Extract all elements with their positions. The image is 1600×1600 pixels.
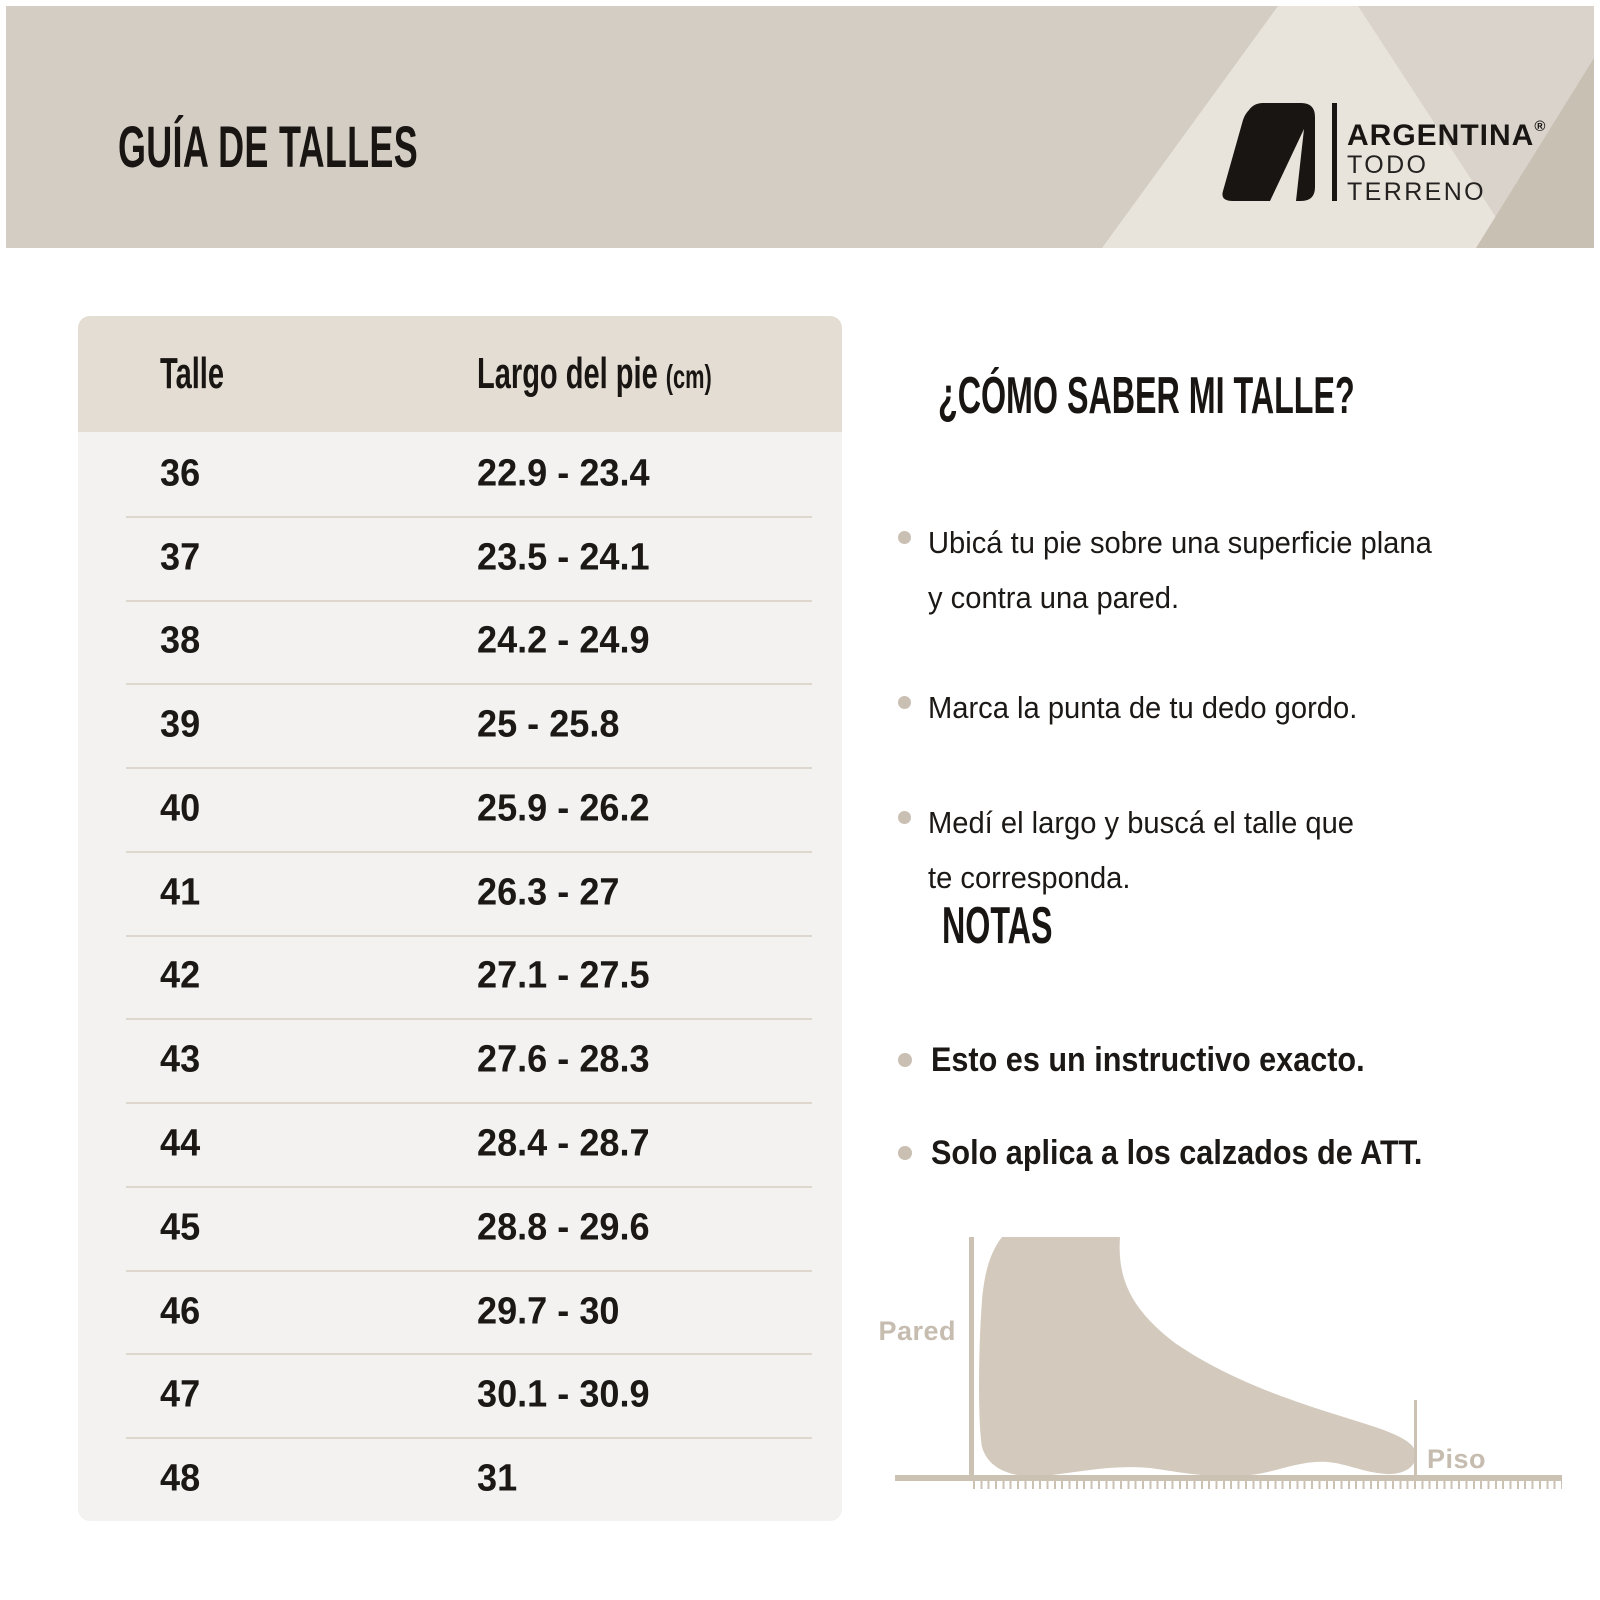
cell-talle: 47 [160,1373,201,1416]
cell-talle: 37 [160,536,201,579]
bullet-line: te corresponda. [928,860,1131,895]
page-title: GUÍA DE TALLES [118,115,419,180]
cell-talle: 40 [160,787,201,830]
how-to-bullet-1 [898,515,1464,625]
cell-largo: 22.9 - 23.4 [477,452,650,495]
wall-line [969,1237,974,1475]
cell-largo: 29.7 - 30 [477,1290,620,1333]
size-table-body [78,432,842,1521]
registered-mark: ® [1534,118,1546,135]
table-row [78,1186,842,1270]
wall-label: Pared [878,1316,956,1346]
logo-divider [1332,103,1337,201]
cell-talle: 38 [160,619,201,662]
bullet-dot-icon [898,1053,912,1067]
cell-largo: 23.5 - 24.1 [477,536,650,579]
logo-line-terreno: TERRENO [1347,178,1487,206]
table-row [78,1437,842,1521]
cell-talle: 46 [160,1290,201,1333]
bullet-dot-icon [898,1146,912,1160]
cell-largo: 24.2 - 24.9 [477,619,650,662]
cell-talle: 43 [160,1038,201,1081]
cell-talle: 42 [160,954,201,997]
table-row [78,683,842,767]
how-to-bullet-3 [898,795,1381,905]
size-table [78,316,842,1521]
how-to-bullet-3-text [928,795,1354,905]
note-1-text: Esto es un instructivo exacto. [931,1041,1365,1079]
cell-largo: 28.4 - 28.7 [477,1122,650,1165]
bullet-dot-icon [898,696,911,709]
how-to-bullet-2-text [928,680,1357,735]
foot-silhouette-icon [960,1195,1430,1480]
cell-largo: 28.8 - 29.6 [477,1206,650,1249]
logo-a-icon [1222,103,1315,201]
cell-talle: 44 [160,1122,201,1165]
how-to-bullet-1-text [928,515,1432,625]
cell-largo: 27.1 - 27.5 [477,954,650,997]
cell-talle: 36 [160,452,201,495]
toe-mark-line [1414,1400,1417,1475]
bullet-line: Marca la punta de tu dedo gordo. [928,690,1358,725]
floor-label: Piso [1427,1444,1487,1474]
cell-largo: 26.3 - 27 [477,871,620,914]
logo-text [1347,111,1545,206]
cell-largo: 31 [477,1457,518,1500]
table-row [78,935,842,1019]
table-row [78,516,842,600]
note-2-text: Solo aplica a los calzados de ATT. [931,1134,1423,1172]
note-bullet-1 [898,1040,1413,1080]
table-row [78,1018,842,1102]
table-row [78,851,842,935]
cell-largo: 25.9 - 26.2 [477,787,650,830]
column-header-unit: (cm) [665,358,712,395]
note-bullet-2 [898,1133,1477,1173]
logo-line-todo: TODO [1347,151,1429,179]
logo-brand-word: ARGENTINA [1347,119,1535,152]
table-row [78,1353,842,1437]
notes-title: NOTAS [942,897,1053,955]
bullet-line: Ubicá tu pie sobre una superficie plana [928,525,1432,560]
table-row [78,600,842,684]
cell-talle: 45 [160,1206,201,1249]
table-row [78,1102,842,1186]
table-row [78,432,842,516]
cell-talle: 48 [160,1457,201,1500]
column-header-largo-text: Largo del pie [477,349,658,398]
ruler-ticks [973,1481,1562,1489]
column-header-largo [477,349,712,399]
bullet-dot-icon [898,811,911,824]
cell-talle: 41 [160,871,201,914]
bullet-line: y contra una pared. [928,580,1180,615]
how-to-bullet-2 [898,680,1385,735]
logo-brand-name [1347,111,1545,152]
bullet-dot-icon [898,531,911,544]
brand-logo [1222,103,1582,213]
cell-largo: 27.6 - 28.3 [477,1038,650,1081]
table-row [78,1270,842,1354]
cell-largo: 25 - 25.8 [477,703,620,746]
header-band [6,6,1594,248]
cell-talle: 39 [160,703,201,746]
size-table-header [78,316,842,432]
how-to-title: ¿CÓMO SABER MI TALLE? [938,367,1355,425]
table-row [78,767,842,851]
bullet-line: Medí el largo y buscá el talle que [928,805,1355,840]
column-header-talle: Talle [160,349,225,398]
cell-largo: 30.1 - 30.9 [477,1373,650,1416]
